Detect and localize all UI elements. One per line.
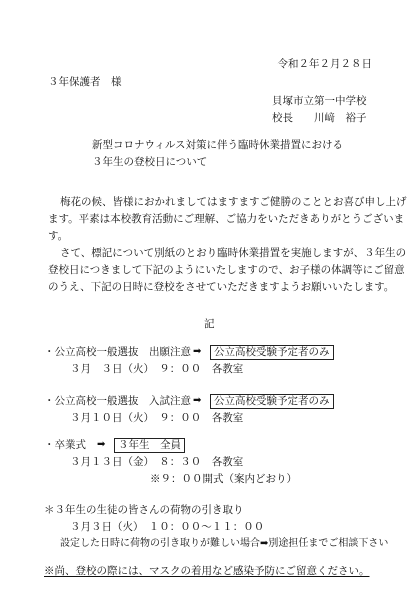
school-name: 貝塚市立第一中学校 [272, 95, 367, 107]
item-1-target-box: 公立高校受験予定者のみ [210, 345, 334, 360]
footer-note: ※尚、登校の際には、マスクの着用など感染予防にご留意ください。 [44, 565, 370, 577]
title-line-2: ３年生の登校日について [92, 156, 208, 168]
title-line-1: 新型コロナウィルス対策に伴う臨時休業措置における [92, 139, 344, 151]
luggage-title: ＊３年生の生徒の皆さんの荷物の引き取り [44, 504, 244, 516]
recipient: ３年保護者 様 [48, 76, 122, 88]
item-2-title: ・公立高校一般選抜 入試注意 [44, 395, 191, 407]
body-p2-line-2: 登校日につきまして下記のようにいたしますので、お子様の体調等にご留意 [48, 264, 405, 276]
item-3-arrow-icon: ➡ [97, 439, 106, 450]
luggage-note: 設定した日時に荷物の引き取りが難しい場合➡別途担任までご相談下さい [60, 538, 389, 549]
item-2-arrow-icon: ➡ [193, 395, 202, 406]
body-p1-line-3: す。 [48, 230, 69, 242]
item-3-target-box: ３年生 全員 [114, 438, 185, 453]
ki-heading: 記 [204, 318, 215, 330]
item-1-arrow-icon: ➡ [193, 346, 202, 357]
item-1-title: ・公立高校一般選抜 出願注意 [44, 346, 191, 358]
item-1-date: ３月 ３日（火） ９：００ 各教室 [70, 363, 244, 375]
item-3-title: ・卒業式 [44, 439, 86, 451]
body-p2-line-3: のうえ、下記の日時に登校をさせていただきますようお願いいたします。 [48, 281, 395, 293]
item-3-note: ※９：００開式（案内どおり） [150, 473, 297, 485]
item-3-date: ３月１３日（金） ８：３０ 各教室 [70, 456, 244, 468]
item-2-target-box: 公立高校受験予定者のみ [210, 394, 334, 409]
body-p2-line-1: さて、標記について別紙のとおり臨時休業措置を実施しますが、３年生の [60, 247, 407, 259]
item-2-date: ３月１０日（火） ９：００ 各教室 [70, 412, 244, 424]
body-p1-line-2: ます。平素は本校教育活動にご理解、ご協力をいただきありがとうございま [48, 213, 405, 225]
body-p1-line-1: 梅花の候、皆様におかれましてはますますご健勝のこととお喜び申し上げ [60, 196, 407, 208]
luggage-time: ３月３日（火） １０：００～１１：００ [70, 521, 265, 533]
principal-name: 校長 川﨑 裕子 [272, 112, 367, 124]
issue-date: 令和２年２月２８日 [277, 58, 372, 70]
